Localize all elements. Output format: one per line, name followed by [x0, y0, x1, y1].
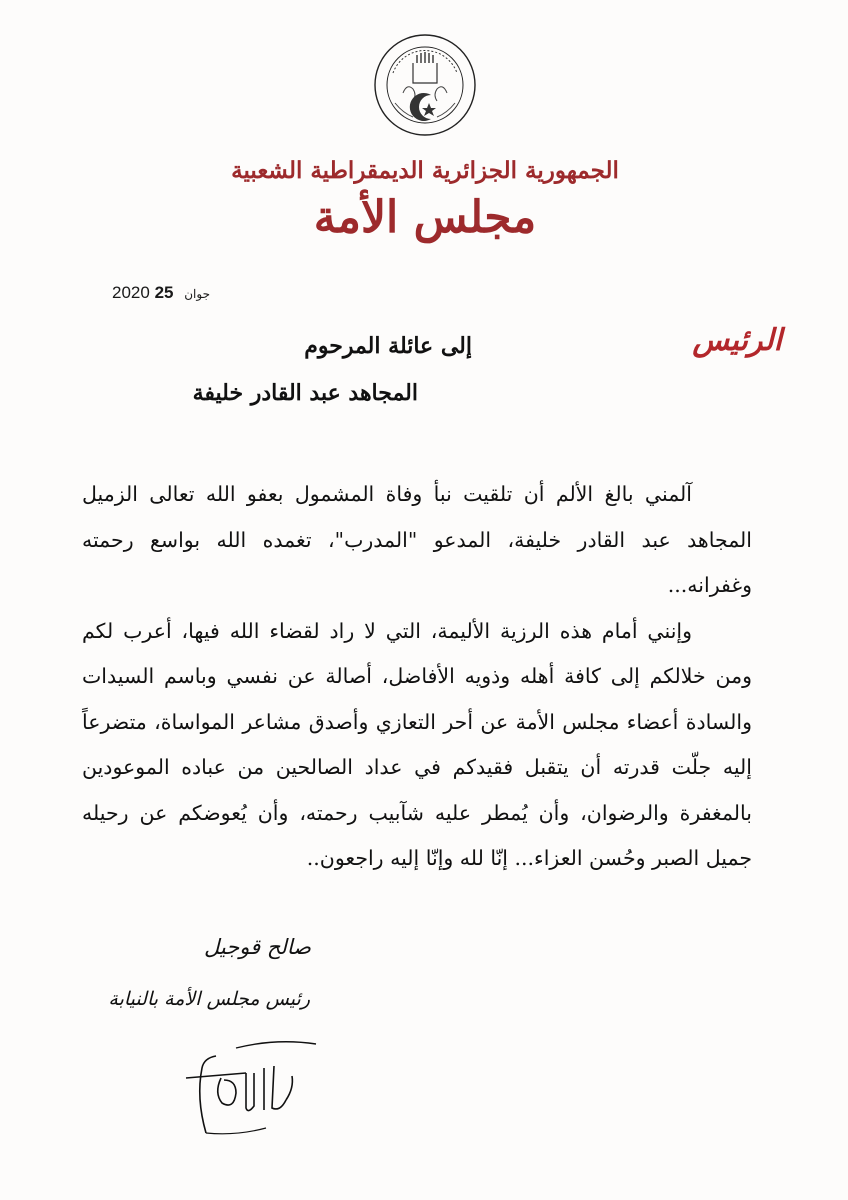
president-stamp: الرئيس — [692, 323, 782, 358]
handwritten-signature-icon — [176, 1018, 326, 1138]
letter-body — [82, 472, 752, 882]
recipient-line-1: إلى عائلة المرحوم — [304, 333, 472, 359]
recipient-line-2: المجاهد عبد القادر خليفة — [192, 380, 418, 406]
council-heading: مجلس الأمة — [313, 192, 537, 243]
republic-heading: الجمهورية الجزائرية الديمقراطية الشعبية — [231, 157, 619, 184]
national-emblem-icon — [373, 33, 477, 137]
body-paragraph-1: آلمني بالغ الألم أن تلقيت نبأ وفاة المشمول بعفو الله تعالى الزميل المجاهد عبد القادر خليفة، المدعو "المدرب"، تغمده الله بواسع رحمته وغفرانه... — [82, 482, 752, 597]
signatory-name: صالح قوجيل — [204, 935, 311, 959]
signatory-title: رئيس مجلس الأمة بالنيابة — [108, 988, 310, 1010]
date-day: 25 — [154, 283, 174, 302]
date-year: 2020 — [112, 283, 150, 302]
letter-date — [112, 283, 216, 303]
body-paragraph-2: وإنني أمام هذه الرزية الأليمة، التي لا راد لقضاء الله فيها، أعرب لكم ومن خلالكم إلى كافة أهله وذويه الأفاضل، أصالة عن نفسي وباسم السيدات والسادة أعضاء مجلس الأمة عن أحر التعازي وأصدق مشاعر المواساة، متضرعاً إليه جلّت قدرته أن يتقبل فقيدكم في عداد الصالحين من عباده الموعودين بالمغفرة والرضوان، وأن يُمطر عليه شآبيب رحمته، وأن يُعوضكم عن رحيله جميل الصبر وحُسن العزاء... إنّا لله وإنّا إليه راجعون.. — [82, 618, 752, 870]
date-month: جوان — [184, 287, 210, 301]
